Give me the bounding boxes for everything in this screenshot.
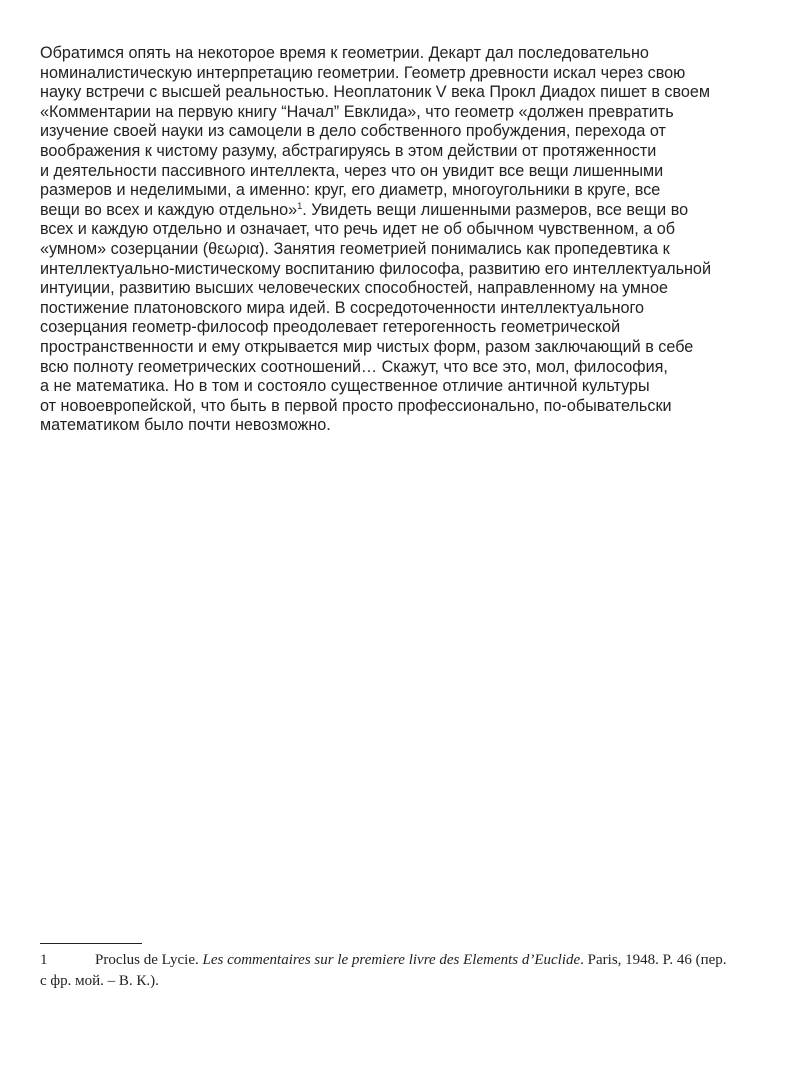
text-segment: . Увидеть вещи лишенными размеров, все вещи во [302,200,689,219]
text-line: «умном» созерцании (θεωρια). Занятия геометрией понимались как пропедевтика к [40,239,670,258]
footnote-details: . Paris, 1948. P. 46 (пер. [580,952,727,968]
footnote-author: Proclus de Lycie. [95,952,203,968]
footnote-title: Les commentaires sur le premiere livre des Elements d’Euclide [202,952,581,968]
text-line: номиналистическую интерпретацию геометрии. Геометр древности искал через свою [40,63,686,82]
text-line: созерцания геометр-философ преодолевает гетерогенность геометрической [40,318,621,337]
text-line: интеллектуально-мистическому воспитанию философа, развитию его интеллектуальной [40,259,711,278]
text-segment: вещи во всех и каждую отдельно» [40,200,298,219]
text-line: от новоевропейской, что быть в первой просто профессионально, по-обывательски [40,396,672,415]
footnote-reference[interactable]: 1 [297,200,303,211]
text-line: всю полноту геометрических соотношений… Скажут, что все это, мол, философия, [40,357,668,376]
footnote [40,950,785,992]
text-line: интуиции, развитию высших человеческих способностей, направленному на умное [40,279,668,298]
text-line: размеров и неделимыми, а именно: круг, его диаметр, многоугольники в круге, все [40,181,661,200]
text-line: пространственности и ему открывается мир чистых форм, разом заключающий в себе [40,337,694,356]
text-line: и деятельности пассивного интеллекта, через что он увидит все вещи лишенными [40,161,664,180]
text-line: постижение платоновского мира идей. В сосредоточенности интеллектуального [40,298,645,317]
text-line: «Комментарии на первую книгу “Начал” Евклида», что геометр «должен превратить [40,102,674,121]
text-line: Обратимся опять на некоторое время к геометрии. Декарт дал последовательно [40,44,649,62]
text-line-with-footnote-ref [40,201,770,221]
text-line: математиком было почти невозможно. [40,416,331,435]
text-line: науку встречи с высшей реальностью. Неоплатоник V века Прокл Диадох пишет в своем [40,83,711,102]
footnote-separator [40,943,142,944]
footnote-number: 1 [40,952,48,968]
footnote-line: с фр. мой. – В. К.). [40,973,159,989]
footnote-line [40,950,785,971]
text-line: всех и каждую отдельно и означает, что речь идет не об обычном чувственном, а об [40,220,676,239]
text-line: изучение своей науки из самоцели в дело собственного пробуждения, перехода от [40,122,666,141]
text-line: воображения к чистому разуму, абстрагируясь в этом действии от протяженности [40,141,657,160]
main-paragraph [40,44,770,436]
text-line: а не математика. Но в том и состояло существенное отличие античной культуры [40,377,650,396]
